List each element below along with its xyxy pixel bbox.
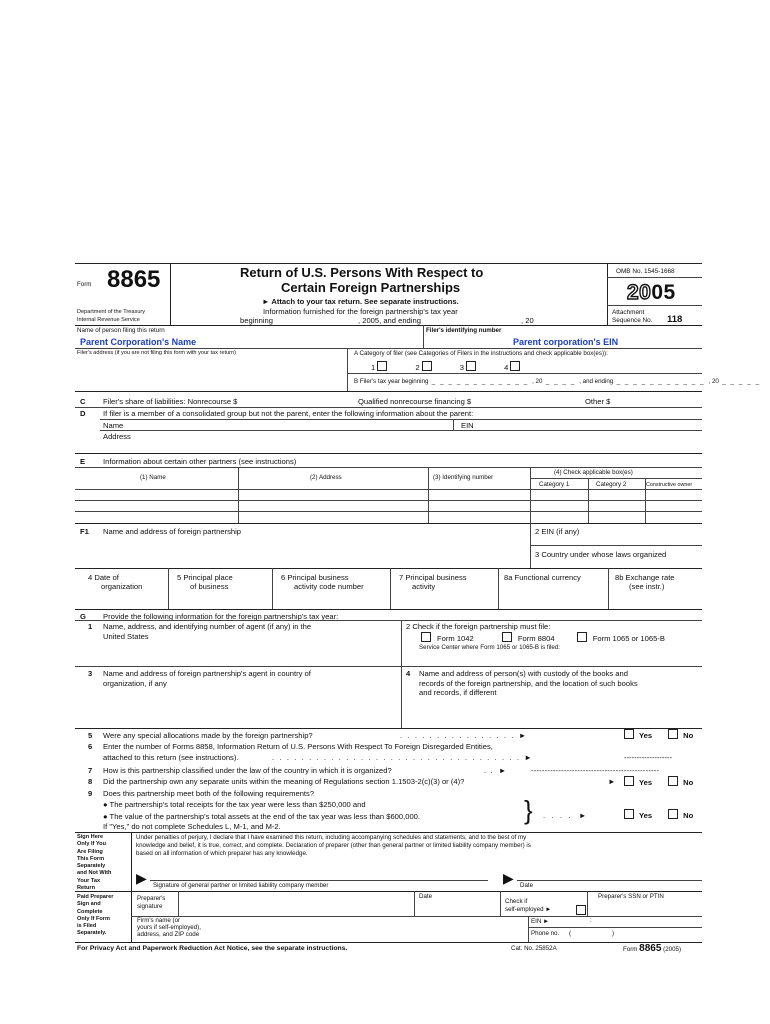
line-e-category1: Category 1	[539, 481, 570, 488]
sign-here-1: Sign Here	[77, 834, 104, 840]
check-if: Check if	[505, 898, 528, 905]
line-e-row1	[75, 489, 702, 490]
irs-label: Internal Revenue Service	[77, 317, 140, 323]
category-2-label: 2	[415, 363, 420, 372]
attach-instruction: ► Attach to your tax return. See separate instructions.	[262, 297, 459, 306]
firm-3: address, and ZIP code	[137, 931, 200, 938]
line-f7-a: 7 Principal business	[399, 573, 467, 582]
q7-leader: . . ►	[484, 766, 507, 775]
firm-name-label	[137, 917, 201, 938]
filer-tax-year-ending: , and ending	[579, 378, 614, 385]
line-g4-num: 4	[406, 669, 411, 678]
firm-2: yours if self-employed),	[137, 924, 201, 931]
sign-here-3: Are Filing	[77, 848, 103, 855]
category-3-label: 3	[459, 363, 464, 372]
preparer-sig-divider	[178, 891, 179, 916]
q7-text: How is this partnership classified under the law of the country in which it is organized?	[103, 766, 392, 775]
q9-bullet-a: ● The partnership's total receipts for the tax year were less than $250,000 and	[103, 800, 366, 809]
q6-leader: . . . . . . . . . . . . . . . . . . . . . . . . . . . . . . . . . . ►	[272, 753, 534, 762]
line-g-text: Provide the following information for the foreign partnership's tax year:	[103, 612, 339, 621]
signature-label: Signature of general partner or limited liability company member	[153, 882, 329, 889]
line-e-col-address: (2) Address	[310, 474, 342, 481]
line-g2-text: 2 Check if the foreign partnership must file:	[406, 622, 551, 631]
q5-leader: . . . . . . . . . . . . . . . . ►	[400, 731, 528, 740]
line-f5-label	[177, 573, 233, 591]
category-3-checkbox[interactable]	[466, 361, 476, 371]
footer-form-year: (2005)	[663, 946, 682, 953]
q9-brace: }	[524, 795, 533, 825]
line-d-address: Address	[103, 432, 131, 441]
sequence-label: Sequence No.	[612, 317, 653, 324]
preparer-date-label: Date	[419, 893, 433, 900]
q9-no-label: No	[683, 811, 694, 820]
preparer-sig-2: signature	[137, 903, 163, 910]
line-f6-b: activity code number	[294, 582, 364, 591]
filer-tax-year-20: , 20	[532, 378, 543, 385]
sign-left-divider	[131, 832, 132, 942]
sign-here-8: Return	[77, 885, 96, 892]
line-f7-label	[399, 573, 467, 591]
q8-arrow: ►	[608, 777, 616, 786]
q8-answers	[622, 776, 693, 787]
year-rule	[607, 305, 702, 306]
sign-here-6: and Not With	[77, 870, 112, 877]
line-e-col-div1	[238, 467, 239, 523]
line-e-bottom-rule	[75, 523, 702, 524]
date-line[interactable]	[517, 880, 702, 881]
omb-rule	[607, 277, 702, 278]
q8-no-checkbox[interactable]	[668, 776, 678, 786]
line-e-col-div2	[428, 467, 429, 523]
line-g3-b: organization, if any	[103, 678, 167, 688]
paid-1: Paid Preparer	[77, 894, 114, 900]
q9-note-text: If "Yes," do not complete Schedules L, M-1, and M-2.	[103, 822, 281, 831]
questions-bottom-rule	[75, 832, 702, 833]
line-g-mid-rule	[75, 666, 702, 667]
line-f2-rule	[530, 545, 702, 546]
line-f8a-label: 8a Functional currency	[504, 573, 581, 582]
paid-3: Complete	[77, 908, 103, 915]
line-f-col-div4	[498, 568, 499, 609]
omb-number: OMB No. 1545-1668	[616, 268, 675, 275]
line-f4-b: organization	[101, 582, 143, 591]
line-e-col-idnum: (3) Identifying number	[433, 474, 494, 481]
form-8804-label: Form 8804	[517, 634, 555, 643]
filer-tax-year-20b: , 20	[708, 378, 719, 385]
form-1042-label: Form 1042	[437, 634, 474, 643]
line-g4-a: Name and address of person(s) with custody of the books and	[419, 669, 628, 678]
preparer-sig-1: Preparer's	[137, 895, 166, 902]
line-e-header-top	[75, 467, 702, 468]
q9-num: 9	[88, 789, 93, 798]
paid-6: Separately.	[77, 930, 107, 937]
phone-paren-open: (	[569, 930, 572, 937]
q6-answer-field[interactable]: -------------------	[624, 753, 673, 762]
line-f-col-div3	[390, 568, 391, 609]
perjury-line2: knowledge and belief, it is true, correct, and complete. Declaration of preparer (other than general partner or limited liability company member) is	[136, 842, 531, 849]
q9-note	[103, 822, 281, 831]
q8-text: Did the partnership own any separate units within the meaning of Regulations section 1.1503-2(c)(3) or (4)?	[103, 777, 465, 786]
footer-form-number: 8865	[639, 943, 662, 954]
sequence-number: 118	[667, 314, 683, 325]
filer-address-divider	[347, 348, 348, 391]
self-employed-checkbox[interactable]	[576, 905, 586, 915]
line-e-category2: Category 2	[596, 481, 627, 488]
sign-here-4: This Form	[77, 855, 105, 862]
category-4-label: 4	[504, 363, 509, 372]
preparer-date-divider	[414, 891, 415, 916]
filer-id-divider	[423, 325, 424, 348]
form-title-line2: Certain Foreign Partnerships	[281, 280, 461, 295]
line-d-bottom-rule	[75, 453, 702, 454]
line-e-row2	[75, 500, 702, 501]
department-label: Department of the Treasury	[77, 309, 146, 315]
line-f1-text: Name and address of foreign partnership	[103, 527, 242, 536]
line-e-check-rule	[530, 478, 702, 479]
filer-name-rule	[75, 348, 702, 349]
q8-yes-checkbox[interactable]	[624, 776, 634, 786]
category-1-label: 1	[371, 363, 376, 372]
line-e-col-div3	[530, 467, 531, 523]
filer-address-label: Filer's address (if you are not filing this form with your tax return)	[77, 350, 236, 356]
q9-yes-checkbox[interactable]	[624, 809, 634, 819]
q9-leader: . . . . ►	[543, 811, 587, 820]
line-g3-num: 3	[88, 669, 93, 678]
paid-2: Sign and	[77, 901, 101, 908]
cat-number: Cat. No. 25852A	[511, 945, 557, 952]
filer-id-label: Filer's identifying number	[426, 327, 502, 334]
form-number: 8865	[107, 266, 161, 293]
line-e-col-name: (1) Name	[140, 474, 166, 481]
q5-answers	[622, 729, 693, 740]
line-g4-c: and records, if different	[419, 688, 497, 697]
q6-text: Enter the number of Forms 8858, Information Return of U.S. Persons With Respect To Foreign Disregarded Entities,	[103, 742, 493, 751]
line-d-ein: EIN	[461, 421, 474, 430]
form-1065-checkbox[interactable]	[577, 632, 587, 642]
firm-divider	[528, 916, 529, 942]
filer-section-rule	[75, 391, 702, 392]
perjury-line3: based on all information of which preparer has any knowledge.	[136, 850, 308, 857]
signature-line[interactable]	[150, 880, 488, 881]
line-c-text: Filer's share of liabilities: Nonrecourse $	[103, 397, 238, 406]
preparer-bottom-rule	[75, 942, 702, 943]
info-furnished-line: Information furnished for the foreign partnership's tax year	[263, 307, 458, 316]
line-f-col-div1	[168, 568, 169, 609]
line-f8b-b: (see instr.)	[629, 582, 665, 591]
category-of-filer-label: A Category of filer (see Categories of Filers in the instructions and check applicable box(es)):	[354, 350, 608, 357]
line-f-bottom-rule	[75, 609, 702, 610]
paid-5: is Filed	[77, 923, 97, 930]
line-c-other: Other $	[585, 397, 611, 406]
q9-answers	[622, 809, 693, 820]
q9-no-checkbox[interactable]	[668, 809, 678, 819]
sign-here-5: Separately	[77, 863, 106, 870]
q9-bullet-b: ● The value of the partnership's total assets at the end of the tax year was less than $600,000.	[103, 812, 421, 821]
line-f2-ein: 2 EIN (if any)	[535, 527, 580, 536]
line-f7-b: activity	[412, 582, 436, 591]
line-f4-a: 4 Date of	[88, 573, 119, 582]
filer-name-label: Name of person filing this return	[77, 327, 165, 334]
perjury-line1: Under penalties of perjury, I declare that I have examined this return, including accompanying schedules and statements, and to the best of my	[136, 834, 527, 841]
sign-here-2: Only If You	[77, 841, 107, 848]
q7-answer-field[interactable]: -----------------------------------------------	[531, 766, 660, 775]
q8-yes-label: Yes	[639, 778, 653, 787]
line-g-rule	[75, 620, 702, 621]
tax-year-end-yr-field[interactable]: _ _ _ _ _	[718, 378, 761, 385]
form-1042-checkbox[interactable]	[421, 632, 431, 642]
footer-form-word: Form	[623, 946, 638, 953]
paid-preparer-label	[77, 894, 113, 938]
q8-num: 8	[88, 777, 93, 786]
category-1-checkbox[interactable]	[377, 361, 387, 371]
line-d-name-rule	[100, 430, 702, 431]
tax-year-begin-yr-field[interactable]: _ _ _ _	[542, 378, 580, 385]
preparer-ssn-divider	[587, 891, 588, 916]
q9-yes-label: Yes	[639, 811, 653, 820]
line-g4-text	[419, 669, 638, 698]
tax-year-suffix: 05	[651, 281, 676, 304]
line-f-col-div5	[608, 568, 609, 609]
line-g-letter: G	[80, 612, 86, 621]
line-e-letter: E	[80, 457, 86, 466]
q8-no-label: No	[683, 778, 694, 787]
firm-ein-rule	[528, 927, 702, 928]
date-arrow: ▶	[503, 870, 514, 886]
filer-tax-year-row	[354, 378, 761, 385]
info-2005-ending: , 2005, and ending	[358, 316, 421, 325]
tax-year-prefix: 20	[627, 281, 652, 304]
q6-text-b: attached to this return (see instructions).	[103, 753, 239, 762]
service-center-label: Service Center where Form 1065 or 1065-B is filed:	[419, 644, 561, 651]
line-g1-a: Name, address, and identifying number of agent (if any) in the	[103, 622, 312, 631]
category-4-checkbox[interactable]	[510, 361, 520, 371]
tax-year-begin-field[interactable]: _ _ _ _ _ _ _ _ _ _ _ _	[428, 378, 533, 385]
header-left-divider	[170, 263, 171, 325]
q5-text: Were any special allocations made by the foreign partnership?	[103, 731, 313, 740]
info-beginning: beginning	[240, 316, 273, 325]
line-e-text: Information about certain other partners (see instructions)	[103, 457, 297, 466]
q5-no-checkbox[interactable]	[668, 729, 678, 739]
line-d-name: Name	[103, 421, 124, 430]
paid-4: Only If Form	[77, 915, 110, 922]
q5-num: 5	[88, 731, 93, 740]
line-g1-text	[103, 622, 311, 641]
sign-here-label	[77, 834, 111, 892]
preparer-signature-label	[137, 895, 165, 911]
filer-name-value[interactable]: Parent Corporation's Name	[80, 337, 197, 347]
header-bottom-rule	[75, 325, 702, 326]
line-f8b-label	[615, 573, 675, 591]
line-c-rule	[75, 407, 702, 408]
phone-paren-close: )	[612, 930, 615, 937]
line-g2-checkboxes	[419, 632, 665, 643]
footer-form	[623, 943, 681, 954]
q6-num: 6	[88, 742, 93, 751]
privacy-notice: For Privacy Act and Paperwork Reduction Act Notice, see the separate instructions.	[77, 945, 348, 952]
preparer-mid-rule	[131, 916, 702, 917]
form-1065-label: Form 1065 or 1065-B	[592, 634, 665, 643]
filer-tax-year-label: B Filer's tax year beginning	[354, 378, 429, 385]
header-right-divider	[607, 263, 608, 325]
line-f6-a: 6 Principal business	[281, 573, 349, 582]
sign-bottom-rule	[75, 891, 702, 892]
q5-no-label: No	[683, 731, 694, 740]
line-d-letter: D	[80, 409, 86, 418]
line-e-col-check: (4) Check applicable box(es)	[554, 469, 633, 476]
info-20: , 20	[521, 316, 534, 325]
line-g3-a: Name and address of foreign partnership's agent in country of	[103, 669, 311, 678]
sign-date-label: Date	[520, 882, 534, 889]
line-f5-b: of business	[190, 582, 229, 591]
perjury-statement	[136, 834, 531, 858]
q7-num: 7	[88, 766, 93, 775]
tax-year-end-field[interactable]: _ _ _ _ _ _ _ _ _ _ _	[613, 378, 709, 385]
form-8804-checkbox[interactable]	[502, 632, 512, 642]
firm-ein-colon: :	[590, 917, 592, 924]
self-employed-label	[505, 898, 551, 914]
line-f1-letter: F1	[80, 527, 89, 536]
line-f6-label	[281, 573, 364, 591]
line-g1-b: United States	[103, 631, 149, 641]
line-e-row3	[75, 511, 702, 512]
q9-text: Does this partnership meet both of the following requirements?	[103, 789, 315, 798]
line-g4-b: records of the foreign partnership, and the location of such books	[419, 678, 638, 688]
sign-here-7: Your Tax	[77, 877, 101, 884]
signature-arrow: ▶	[136, 870, 147, 886]
line-f5-a: 5 Principal place	[177, 573, 233, 582]
line-f3-country: 3 Country under whose laws organized	[535, 550, 667, 559]
firm-1: Firm's name (or	[137, 917, 181, 924]
line-d-rule	[100, 419, 702, 420]
q5-yes-label: Yes	[639, 731, 653, 740]
self-employed: self-employed ►	[505, 906, 552, 913]
category-2-checkbox[interactable]	[422, 361, 432, 371]
line-g3-text	[103, 669, 311, 688]
attachment-label: Attachment	[612, 309, 645, 316]
form-title-line1: Return of U.S. Persons With Respect to	[240, 265, 484, 280]
firm-ein-label: EIN ►	[531, 918, 550, 925]
preparer-ssn-label: Preparer's SSN or PTIN	[598, 893, 664, 900]
line-f4-label	[88, 573, 142, 591]
line-f-col-div2	[272, 568, 273, 609]
category-checkboxes	[371, 361, 522, 372]
phone-label: Phone no.	[531, 930, 560, 937]
line-f8b-a: 8b Exchange rate	[615, 573, 675, 582]
q5-yes-checkbox[interactable]	[624, 729, 634, 739]
line-g-mid-divider	[401, 620, 402, 728]
filer-ein-value[interactable]: Parent corporation's EIN	[513, 337, 619, 347]
line-e-constructive: Constructive owner	[646, 482, 693, 488]
preparer-check-divider	[500, 891, 501, 916]
category-rule	[347, 373, 702, 374]
line-d-text: If filer is a member of a consolidated group but not the parent, enter the following information about the parent:	[103, 409, 474, 418]
tax-year	[627, 281, 676, 305]
form-word: Form	[77, 281, 92, 288]
line-g1-num: 1	[88, 622, 93, 631]
line-d-ein-divider	[453, 419, 454, 430]
line-c-qualified: Qualified nonrecourse financing $	[358, 397, 472, 406]
line-g-bottom-rule	[75, 728, 702, 729]
line-c-letter: C	[80, 397, 86, 406]
